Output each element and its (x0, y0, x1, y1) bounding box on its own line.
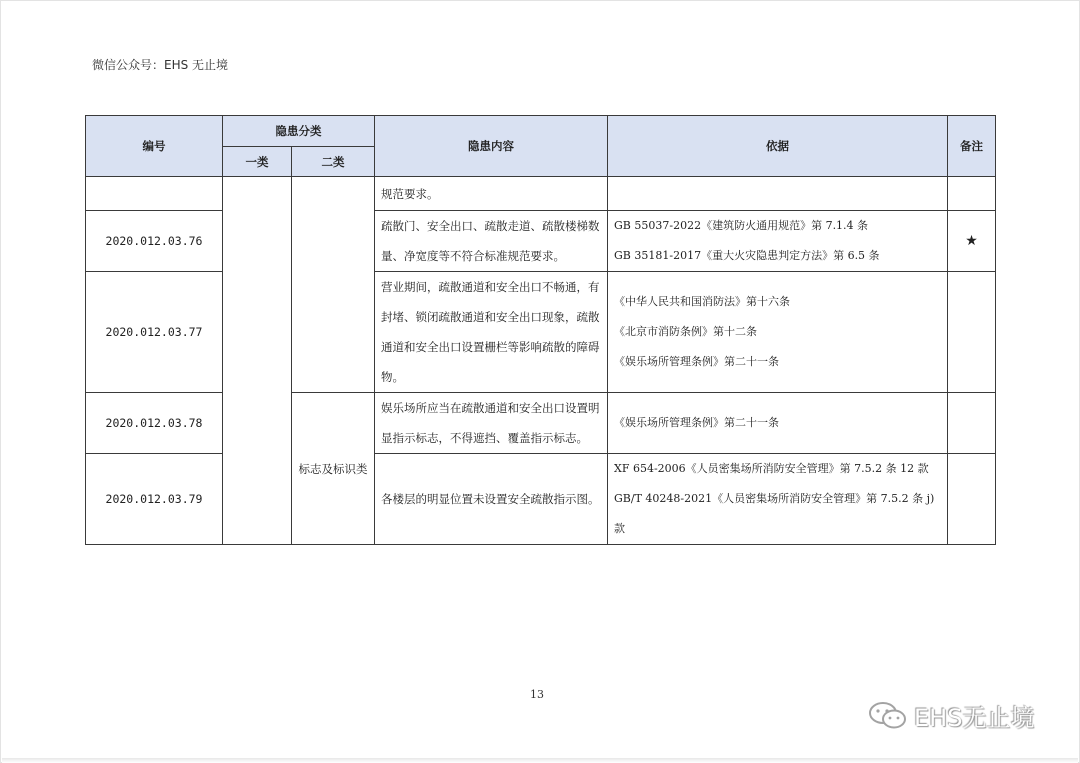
header-basis: 依据 (608, 116, 948, 177)
basis-line: 款 (614, 522, 625, 535)
row-basis (608, 454, 948, 545)
basis-line: GB 35181-2017《重大火灾隐患判定方法》第 6.5 条 (614, 249, 880, 262)
basis-line: 《中华人民共和国消防法》第十六条 (614, 295, 790, 308)
content-line: 营业期间，疏散通道和安全出口不畅通，有 (381, 280, 600, 294)
watermark (868, 698, 1034, 733)
content-line: 疏散门、安全出口、疏散走道、疏散楼梯数 (381, 219, 600, 233)
row-note (948, 272, 996, 393)
key-item-star: ★ (948, 211, 996, 272)
content-line: 各楼层的明显位置未设置安全疏散指示图。 (381, 492, 600, 506)
content-line: 封堵、锁闭疏散通道和安全出口现象，疏散 (381, 310, 600, 324)
basis-line: GB 55037-2022《建筑防火通用规范》第 7.1.4 条 (614, 219, 869, 232)
row-note (948, 177, 996, 211)
header-content: 隐患内容 (375, 116, 608, 177)
basis-line: 《娱乐场所管理条例》第二十一条 (614, 416, 779, 429)
header-category: 隐患分类 (223, 116, 375, 147)
content-line: 通道和安全出口设置栅栏等影响疏散的障碍 (381, 340, 600, 354)
wechat-icon (868, 700, 908, 732)
row-basis (608, 393, 948, 454)
content-line: 规范要求。 (381, 186, 439, 201)
basis-line: GB/T 40248-2021《人员密集场所消防安全管理》第 7.5.2 条 j) (614, 492, 935, 505)
row-id (86, 177, 223, 211)
row-basis (608, 272, 948, 393)
content-line: 量、净宽度等不符合标准规范要求。 (381, 249, 565, 263)
table-row (86, 272, 996, 393)
page-shadow (2, 758, 1078, 763)
row-id: 2020.012.03.76 (86, 211, 223, 272)
table-row (86, 454, 996, 545)
row-id: 2020.012.03.79 (86, 454, 223, 545)
content-line: 物。 (381, 370, 404, 384)
row-note (948, 454, 996, 545)
header-category-2: 二类 (292, 147, 375, 177)
row-content (375, 393, 608, 454)
content-line: 显指示标志，不得遮挡、覆盖指示标志。 (381, 431, 588, 445)
row-id: 2020.012.03.78 (86, 393, 223, 454)
page-header: 微信公众号：EHS 无止境 (92, 58, 229, 72)
row-content (375, 454, 608, 545)
basis-line: 《娱乐场所管理条例》第二十一条 (614, 355, 779, 368)
row-content (375, 211, 608, 272)
table-row (86, 211, 996, 272)
row-content (375, 272, 608, 393)
basis-line: XF 654-2006《人员密集场所消防安全管理》第 7.5.2 条 12 款 (614, 462, 929, 475)
row-note (948, 393, 996, 454)
table-row (86, 393, 996, 454)
category-1-cell (223, 177, 292, 545)
row-id: 2020.012.03.77 (86, 272, 223, 393)
header-id: 编号 (86, 116, 223, 177)
header-note: 备注 (948, 116, 996, 177)
row-content (375, 177, 608, 211)
hazard-table (85, 115, 996, 545)
category-2-cell (292, 177, 375, 393)
page-number: 13 (530, 688, 544, 701)
watermark-text: EHS无止境 (914, 704, 1035, 732)
row-basis (608, 211, 948, 272)
content-line: 娱乐场所应当在疏散通道和安全出口设置明 (381, 401, 600, 415)
header-category-1: 一类 (223, 147, 292, 177)
row-basis (608, 177, 948, 211)
table-row (86, 177, 996, 211)
basis-line: 《北京市消防条例》第十二条 (614, 325, 757, 338)
category-2-label: 标志及标识类 (292, 393, 375, 545)
